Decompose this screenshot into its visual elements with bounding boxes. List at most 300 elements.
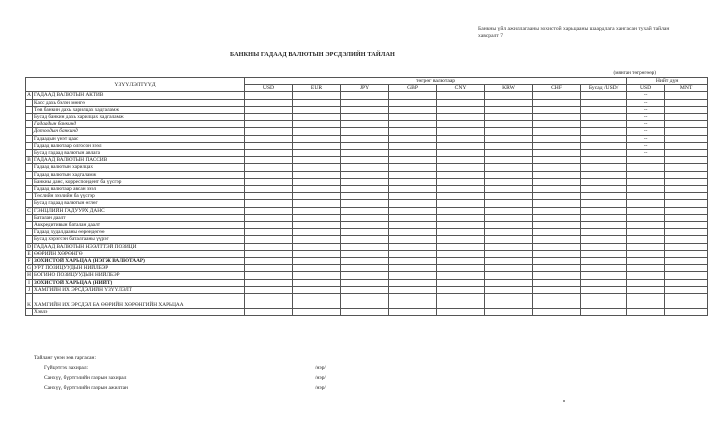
total-mnt-cell [665,178,708,185]
table-row [26,171,708,178]
table-row [26,294,708,309]
row-code: K [26,294,33,309]
value-cell [341,207,389,214]
value-cell [581,279,627,286]
value-cell [533,236,581,243]
total-usd-cell [627,250,665,257]
row-label: Дотоодын банкинд [33,128,245,135]
signature-name-mark: /нэр/ [315,385,326,391]
row-label: ӨӨРИЙН ХӨРӨНГӨ [33,250,245,257]
value-cell [533,135,581,142]
row-label: ГАДААД ВАЛЮТЫН НЭЭЛТТЭЙ ПОЗИЦИ [33,243,245,250]
value-cell [581,214,627,221]
value-cell [437,265,485,272]
value-cell [533,150,581,157]
signature-row [34,365,394,375]
table-row [26,186,708,193]
unit-note: (мянган төгрөгөөр) [613,70,656,76]
value-cell [389,250,437,257]
row-code [26,99,33,106]
value-cell [293,92,341,99]
total-mnt-cell [665,150,708,157]
value-cell [581,272,627,279]
value-cell [437,157,485,164]
currency-group-header: төгрөг валютаар [245,78,627,85]
value-cell [245,92,293,99]
value-cell [485,222,533,229]
value-cell [437,178,485,185]
value-cell [437,200,485,207]
value-cell [533,121,581,128]
value-cell [437,142,485,149]
row-label: Гадаадын үнэт цаас [33,135,245,142]
value-cell [245,250,293,257]
value-cell [245,106,293,113]
total-column-header: MNT [665,85,708,92]
value-cell [533,279,581,286]
value-cell [341,294,389,309]
total-mnt-cell [665,243,708,250]
value-cell [245,121,293,128]
value-cell [485,171,533,178]
row-label: Гадаад валютын хадгаламж [33,171,245,178]
total-usd-cell: -- [627,114,665,121]
value-cell [581,286,627,293]
table-row [26,279,708,286]
value-cell [533,294,581,309]
value-cell [341,150,389,157]
value-cell [341,250,389,257]
value-cell [293,164,341,171]
total-mnt-cell [665,207,708,214]
value-cell [389,99,437,106]
value-cell [293,294,341,309]
item-header: ҮЗҮҮЛЭЛТҮҮД [26,78,245,92]
report-table [25,77,708,316]
value-cell [341,279,389,286]
row-code [26,142,33,149]
signature-role: Гүйцэтгэх захирал: [44,365,89,371]
value-cell [389,309,437,316]
value-cell [437,250,485,257]
total-mnt-cell [665,193,708,200]
value-cell [293,200,341,207]
value-cell [341,106,389,113]
total-mnt-cell [665,236,708,243]
currency-header: CHF [533,85,581,92]
total-usd-cell [627,286,665,293]
table-row [26,157,708,164]
total-mnt-cell [665,171,708,178]
row-label: Бусад банкин дахь харилцах хадгаламж [33,114,245,121]
value-cell [437,135,485,142]
total-mnt-cell [665,258,708,265]
value-cell [245,272,293,279]
row-label: Гадаад валютын харилцах [33,164,245,171]
total-mnt-cell [665,229,708,236]
value-cell [389,142,437,149]
row-label: УРТ ПОЗИЦУУДЫН НИЙЛБЭР [33,265,245,272]
signature-role: Санхүү, бүртгэлийн газрын ажилтан [44,385,128,391]
value-cell [245,294,293,309]
total-usd-cell [627,186,665,193]
value-cell [245,171,293,178]
value-cell [341,236,389,243]
value-cell [341,128,389,135]
value-cell [293,272,341,279]
row-code: G [27,265,31,272]
report-body [26,92,708,316]
value-cell [341,200,389,207]
total-mnt-cell [665,250,708,257]
row-label: Төв банкин дахь харилцах хадгаламж [33,106,245,113]
signature-name-mark: /нэр/ [315,375,326,381]
value-cell [533,114,581,121]
table-row [26,193,708,200]
row-code [26,171,33,178]
value-cell [245,128,293,135]
value-cell [581,207,627,214]
value-cell [341,92,389,99]
total-usd-cell [627,236,665,243]
row-code [26,222,33,229]
value-cell [533,243,581,250]
table-row [26,207,708,214]
value-cell [341,222,389,229]
value-cell [389,207,437,214]
value-cell [437,272,485,279]
value-cell [389,258,437,265]
value-cell [533,258,581,265]
value-cell [581,164,627,171]
total-usd-cell: -- [627,99,665,106]
row-label: Касс дахь бэлэн мөнгө [33,99,245,106]
value-cell [581,265,627,272]
value-cell [245,286,293,293]
scan-speck [563,400,565,402]
value-cell [485,128,533,135]
value-cell [245,214,293,221]
row-label: Төслийн зээлийн ба үүсгэр [33,193,245,200]
value-cell [437,294,485,309]
total-mnt-cell [665,157,708,164]
value-cell [485,164,533,171]
total-mnt-cell [665,309,708,316]
value-cell [389,236,437,243]
row-label: БОГИНО ПОЗИЦУУДЫН НИЙЛБЭР [33,272,245,279]
value-cell [485,258,533,265]
header-note: Банкны үйл ажиллагааны зохистой харьцааны шаардлага хангасан тухай тайлан хавсралт 7 [478,26,670,39]
value-cell [389,121,437,128]
value-cell [389,214,437,221]
value-cell [389,200,437,207]
value-cell [293,236,341,243]
value-cell [437,229,485,236]
value-cell [245,99,293,106]
row-label: Бусад гадаад валютын авлага [33,150,245,157]
total-usd-cell [627,200,665,207]
total-usd-cell [627,164,665,171]
value-cell [389,106,437,113]
value-cell [389,128,437,135]
value-cell [245,178,293,185]
value-cell [245,157,293,164]
currency-header: Бусад /USD/ [581,85,627,92]
value-cell [485,265,533,272]
row-code [26,150,33,157]
table-row [26,200,708,207]
value-cell [581,99,627,106]
value-cell [245,200,293,207]
currency-header: GBP [389,85,437,92]
value-cell [293,214,341,221]
total-usd-cell [627,294,665,309]
value-cell [389,178,437,185]
value-cell [293,178,341,185]
value-cell [245,193,293,200]
value-cell [293,229,341,236]
value-cell [293,135,341,142]
table-row [26,135,708,142]
value-cell [485,236,533,243]
row-code: F [26,258,33,265]
total-usd-cell: -- [627,121,665,128]
row-code [26,135,33,142]
row-label: Гадаад худалдааны өөрөндөгөө [33,229,245,236]
total-usd-cell [627,243,665,250]
table-row [26,243,708,250]
value-cell [389,272,437,279]
value-cell [485,157,533,164]
value-cell [581,186,627,193]
total-usd-cell [627,207,665,214]
row-label: Гадаад валютаар авсан зээл [33,186,245,193]
value-cell [485,250,533,257]
value-cell [581,222,627,229]
total-mnt-cell [665,265,708,272]
row-label: ГАДААД ВАЛЮТЫН ПАССИВ [33,157,245,164]
value-cell [437,214,485,221]
value-cell [437,243,485,250]
value-cell [533,207,581,214]
total-header: Нийт дүн [627,78,708,85]
signature-row [34,375,394,385]
value-cell [437,279,485,286]
currency-header: KRW [485,85,533,92]
value-cell [341,309,389,316]
value-cell [341,135,389,142]
value-cell [533,193,581,200]
value-cell [245,309,293,316]
value-cell [533,222,581,229]
value-cell [437,150,485,157]
row-label: Бусад хэрэгсэн баталгааны үүрэг [33,236,245,243]
value-cell [293,186,341,193]
row-code [26,128,33,135]
table-row [26,222,708,229]
row-code: H [27,272,31,279]
value-cell [341,178,389,185]
value-cell [341,229,389,236]
value-cell [437,106,485,113]
row-code [26,214,33,221]
total-usd-cell [627,214,665,221]
row-code [26,229,33,236]
value-cell [341,272,389,279]
row-label: ХАМГИЙН ИХ ЭРСДЭЛИЙН ҮЗҮҮЛЭЛТ [33,286,245,293]
signature-role: Санхүү, бүртгэлийн газрын захирал [44,375,127,381]
value-cell [581,309,627,316]
value-cell [581,157,627,164]
value-cell [581,250,627,257]
value-cell [389,243,437,250]
value-cell [245,150,293,157]
value-cell [341,157,389,164]
value-cell [485,214,533,221]
value-cell [389,186,437,193]
total-usd-cell [627,258,665,265]
total-usd-cell [627,178,665,185]
total-usd-cell [627,265,665,272]
row-code: E [27,250,31,257]
value-cell [389,294,437,309]
total-usd-cell [627,222,665,229]
value-cell [389,193,437,200]
value-cell [245,243,293,250]
value-cell [293,309,341,316]
value-cell [533,164,581,171]
value-cell [245,258,293,265]
table-row [26,214,708,221]
row-label: ГАДААД ВАЛЮТЫН АКТИВ [33,92,245,99]
value-cell [293,286,341,293]
total-mnt-cell [665,294,708,309]
value-cell [437,236,485,243]
value-cell [389,265,437,272]
row-code: C [27,207,31,214]
value-cell [341,142,389,149]
total-usd-cell: -- [627,150,665,157]
table-row [26,99,708,106]
value-cell [533,250,581,257]
value-cell [437,164,485,171]
total-mnt-cell [665,114,708,121]
table-row [26,250,708,257]
value-cell [533,99,581,106]
value-cell [437,92,485,99]
total-usd-cell: -- [627,128,665,135]
value-cell [245,265,293,272]
value-cell [485,178,533,185]
value-cell [389,114,437,121]
value-cell [245,279,293,286]
table-row [26,229,708,236]
value-cell [437,309,485,316]
total-column-header: USD [627,85,665,92]
value-cell [437,286,485,293]
value-cell [437,128,485,135]
table-row [26,150,708,157]
value-cell [293,243,341,250]
value-cell [293,114,341,121]
value-cell [341,164,389,171]
row-label: ЗОХИСТОЙ ХАРЬЦАА (НИЙТ) [33,279,245,286]
table-row [26,236,708,243]
value-cell [389,164,437,171]
value-cell [389,150,437,157]
value-cell [293,157,341,164]
signature-name-mark: /нэр/ [315,365,326,371]
value-cell [341,121,389,128]
value-cell [485,294,533,309]
row-code: B [27,157,31,164]
value-cell [485,106,533,113]
value-cell [485,135,533,142]
value-cell [581,243,627,250]
total-usd-cell [627,157,665,164]
value-cell [245,135,293,142]
value-cell [245,186,293,193]
row-code: I [26,279,33,286]
value-cell [341,171,389,178]
value-cell [437,186,485,193]
row-label: ГЭНЦЛИЙН ГАДУУРХ ДАНС [33,207,245,214]
value-cell [293,250,341,257]
value-cell [581,229,627,236]
row-label: Аккредитивын баталан даалт [33,222,245,229]
value-cell [485,200,533,207]
total-mnt-cell [665,121,708,128]
value-cell [293,193,341,200]
total-mnt-cell [665,279,708,286]
value-cell [341,214,389,221]
value-cell [533,186,581,193]
signature-row [34,385,394,395]
total-mnt-cell [665,200,708,207]
value-cell [485,279,533,286]
value-cell [293,106,341,113]
total-usd-cell [627,229,665,236]
value-cell [533,200,581,207]
row-label: Банкны данс, корреспондент ба үүсгэр [33,178,245,185]
total-mnt-cell [665,142,708,149]
value-cell [581,150,627,157]
table-row [26,309,708,316]
value-cell [485,229,533,236]
value-cell [293,207,341,214]
value-cell [581,236,627,243]
total-usd-cell [627,272,665,279]
value-cell [533,178,581,185]
table-row [26,178,708,185]
row-code: D [27,243,31,250]
total-mnt-cell [665,135,708,142]
value-cell [437,121,485,128]
value-cell [485,243,533,250]
table-row [26,265,708,272]
value-cell [581,121,627,128]
value-cell [437,258,485,265]
table-row [26,286,708,293]
value-cell [341,99,389,106]
currency-header: USD [245,85,293,92]
value-cell [533,142,581,149]
value-cell [581,114,627,121]
total-usd-cell [627,279,665,286]
value-cell [341,193,389,200]
value-cell [245,164,293,171]
value-cell [245,114,293,121]
